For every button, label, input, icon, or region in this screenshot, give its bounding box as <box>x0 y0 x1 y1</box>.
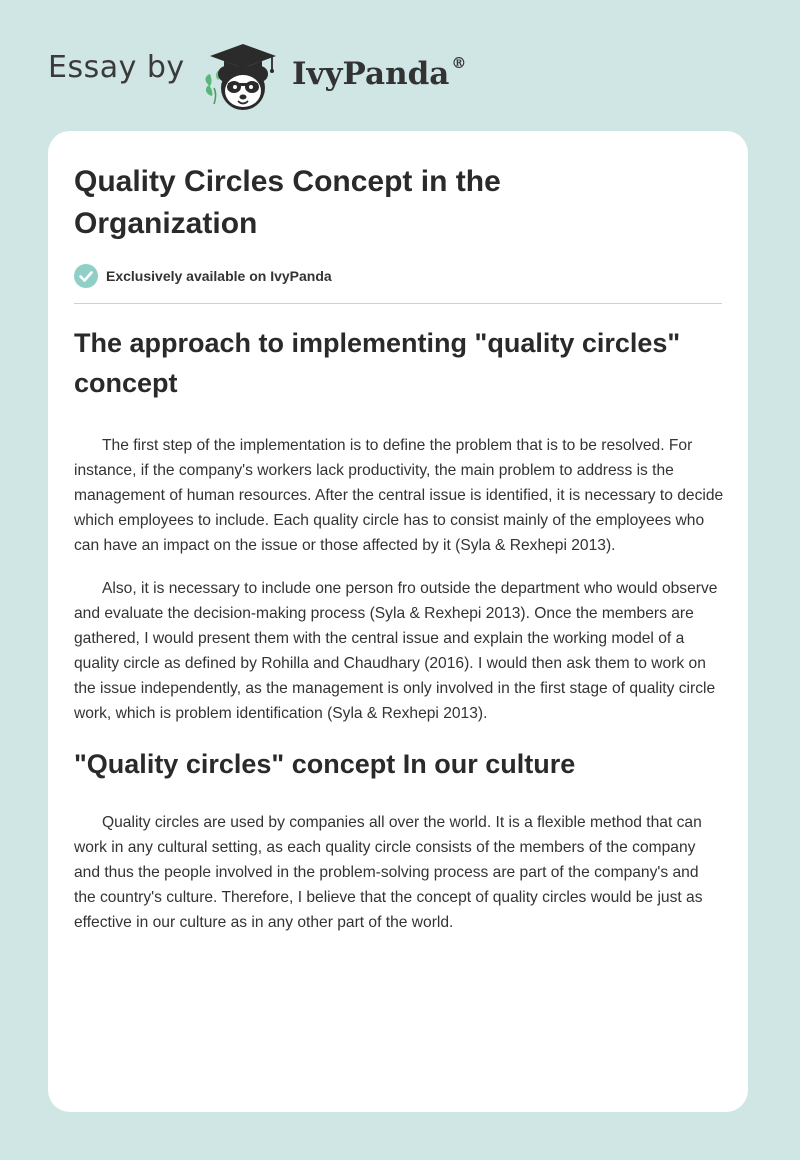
title-divider <box>74 303 722 304</box>
essay-card <box>48 131 748 1112</box>
essay-by-label: Essay by <box>48 50 185 85</box>
exclusive-badge <box>74 263 332 289</box>
badge-label: Exclusively available on IvyPanda <box>106 268 332 284</box>
brand-label: IvyPanda <box>292 56 450 92</box>
section-heading-culture: "Quality circles" concept In our culture <box>74 749 576 779</box>
section-heading-approach: The approach to implementing "quality circles" concept <box>74 328 681 398</box>
article-body <box>74 323 724 935</box>
panda-graduation-cap-icon[interactable] <box>200 36 282 118</box>
brand-name[interactable] <box>292 54 466 92</box>
paragraph: Quality circles are used by companies all over the world. It is a flexible method that can work in any cultural setting, as each quality circle consists of the members of the company and thus the people involved in the problem-solving process are part of the company's and the country's culture. Therefore, I believe that the concept of quality circles would be just as effective in our culture as in any other part of the world. <box>74 814 703 931</box>
paragraph: The first step of the implementation is to define the problem that is to be resolved. For instance, if the company's workers lack productivity, the main problem to address is the management of human resources. After the central issue is identified, it is necessary to decide which employees to include. Each quality circle has to consist mainly of the employees who can have an impact on the issue or those affected by it (Syla & Rexhepi 2013). <box>74 437 724 554</box>
site-header <box>48 28 528 112</box>
page-title: Quality Circles Concept in the Organization <box>74 165 501 240</box>
registered-mark: ® <box>451 54 467 72</box>
paragraph: Also, it is necessary to include one person fro outside the department who would observe and evaluate the decision-making process (Syla & Rexhepi 2013). Once the members are gathered, I would present them with the central issue and explain the working model of a quality circle as defined by Rohilla and Chaudhary (2016). I would then ask them to work on the issue independently, as the management is only involved in the first stage of quality circle work, which is problem identification (Syla & Rexhepi 2013). <box>74 580 718 722</box>
check-circle-icon <box>74 264 98 288</box>
